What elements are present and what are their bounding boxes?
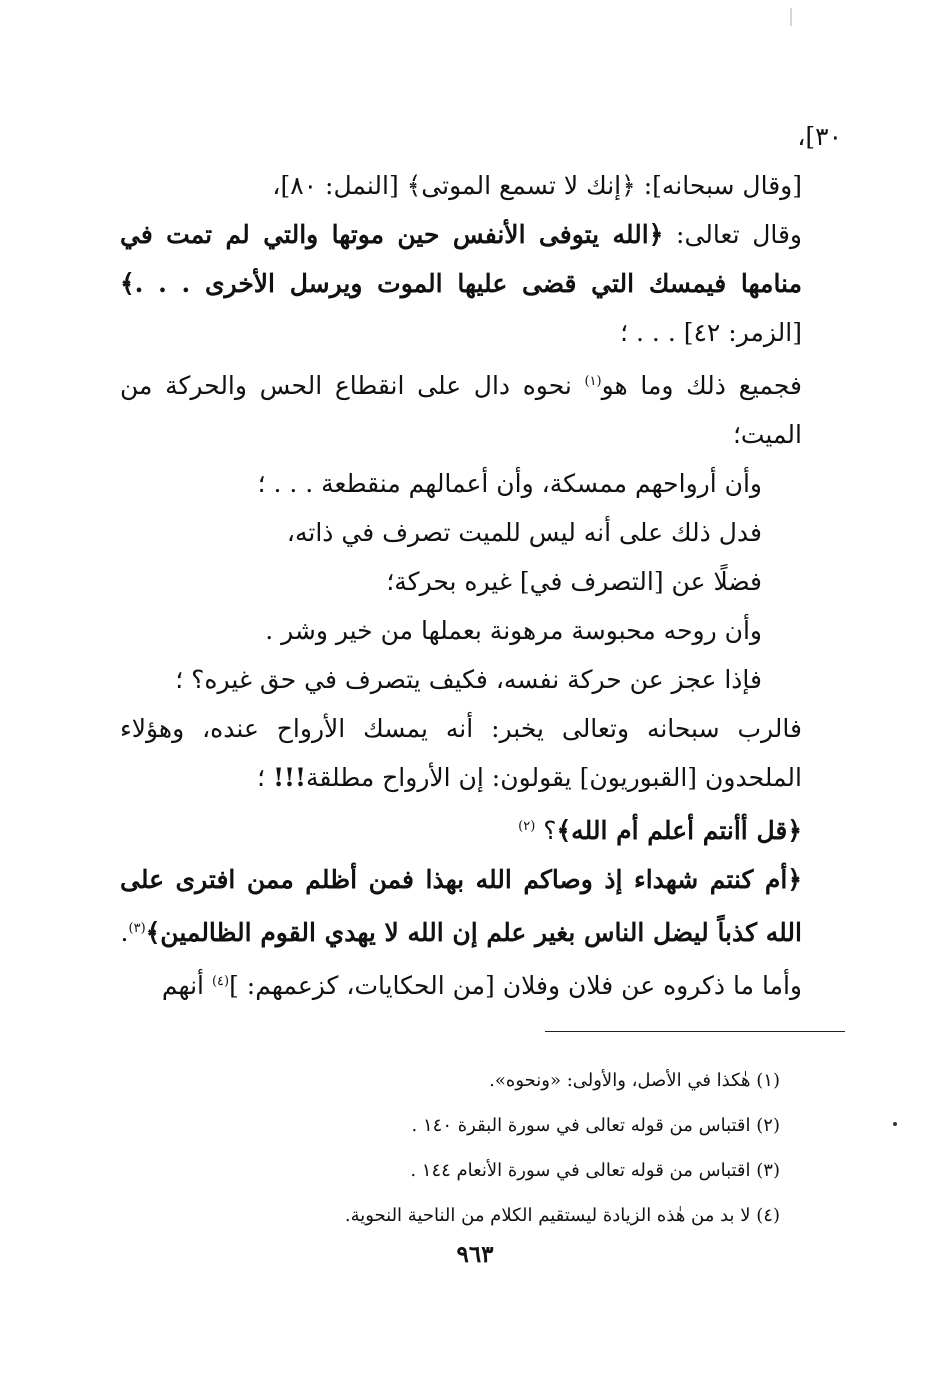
footnote-text: اقتباس من قوله تعالى في سورة الأنعام ١٤٤ .: [410, 1160, 757, 1181]
footnote-number: (١): [756, 1070, 780, 1091]
footnote-number: (٢): [756, 1115, 780, 1136]
scan-mark: [790, 8, 792, 26]
text-line-6: [120, 508, 842, 557]
footnote-ref-1[interactable]: (١): [584, 374, 602, 389]
text-fragment: وقال تعالى:: [663, 220, 803, 249]
paragraph-quran-zumar: [120, 210, 842, 357]
quran-verse: ﴿أم كنتم شهداء إذ وصاكم الله بهذا فمن أظلم ممن افترى على الله كذباً ليضل الناس بغير علم إن الله لا يهدي القوم الظالمين﴾: [120, 865, 802, 947]
text-fragment: [وقال سبحانه]: ﴿إنك لا تسمع الموتى﴾ [النمل: ٨٠]،: [272, 171, 802, 200]
quran-verse: ﴿الله يتوفى الأنفس حين موتها والتي لم تمت في منامها فيمسك التي قضى عليها الموت ويرسل الأخرى . . .﴾: [120, 220, 802, 298]
exclamation: !!!: [273, 763, 306, 792]
text-fragment: فدل ذلك على أنه ليس للميت تصرف في ذاته،: [286, 518, 762, 547]
text-fragment: [الزمر: ٤٢] . . . ؛: [620, 318, 802, 347]
text-fragment: فإذا عجز عن حركة نفسه، فكيف يتصرف في حق غيره؟ ؛: [175, 665, 762, 694]
text-fragment: فالرب سبحانه وتعالى يخبر: أنه يمسك الأرواح عنده، وهؤلاء الملحدون [القبوريون] يقولون: إن الأرواح مطلقة: [120, 714, 802, 792]
scan-speck: [893, 1122, 897, 1126]
page-number: ٩٦٣: [456, 1241, 494, 1268]
text-line-11: [120, 802, 842, 855]
quran-verse: ﴿قل أأنتم أعلم أم الله﴾: [556, 816, 802, 845]
text-line-7: [120, 557, 842, 606]
text-line-2: [120, 161, 842, 210]
footnotes: [220, 1058, 780, 1238]
text-line-1: [120, 112, 842, 161]
text-fragment: وأما ما ذكروه عن فلان وفلان [من الحكايات، كزعمهم: ]: [229, 971, 802, 1000]
text-fragment: ؟: [535, 816, 557, 845]
footnote-ref-4[interactable]: (٤): [211, 974, 230, 989]
text-fragment: وأن أرواحهم ممسكة، وأن أعمالهم منقطعة . . . ؛: [257, 469, 762, 498]
paragraph-quran-anam: [120, 855, 842, 957]
footnote-ref-2[interactable]: (٢): [518, 819, 536, 834]
text-line-9: [120, 655, 842, 704]
footnote-1: [220, 1058, 780, 1103]
text-fragment: فضلًا عن [التصرف في] غيره بحركة؛: [386, 567, 762, 596]
text-fragment: أنهم: [161, 971, 212, 1000]
footnote-3: [220, 1148, 780, 1193]
footnote-4: [220, 1193, 780, 1238]
text-fragment: فجميع ذلك وما هو: [601, 371, 802, 400]
text-fragment: .: [120, 918, 129, 947]
paragraph-stories: [120, 957, 842, 1010]
footnote-2: [220, 1103, 780, 1148]
footnote-ref-3[interactable]: (٣): [128, 921, 146, 936]
text-fragment: نحوه دال على انقطاع الحس والحركة من الميت؛: [120, 371, 802, 449]
footnote-number: (٣): [756, 1160, 780, 1181]
footnote-divider: [545, 1031, 845, 1032]
text-fragment: ٣٠]،: [797, 122, 842, 151]
footnote-text: لا بد من هٰذه الزيادة ليستقيم الكلام من الناحية النحوية.: [344, 1205, 757, 1226]
text-fragment: ؛: [257, 763, 274, 792]
paragraph-lord-informs: [120, 704, 842, 802]
footnote-text: اقتباس من قوله تعالى في سورة البقرة ١٤٠ .: [411, 1115, 757, 1136]
text-line-5: [120, 459, 842, 508]
text-line-8: [120, 606, 842, 655]
footnote-number: (٤): [756, 1205, 780, 1226]
text-fragment: وأن روحه محبوسة مرهونة بعملها من خير وشر .: [265, 616, 762, 645]
main-text: [120, 112, 842, 1010]
paragraph-death-state: [120, 357, 842, 459]
footnote-text: هٰكذا في الأصل، والأولى: «ونحوه».: [489, 1070, 757, 1091]
